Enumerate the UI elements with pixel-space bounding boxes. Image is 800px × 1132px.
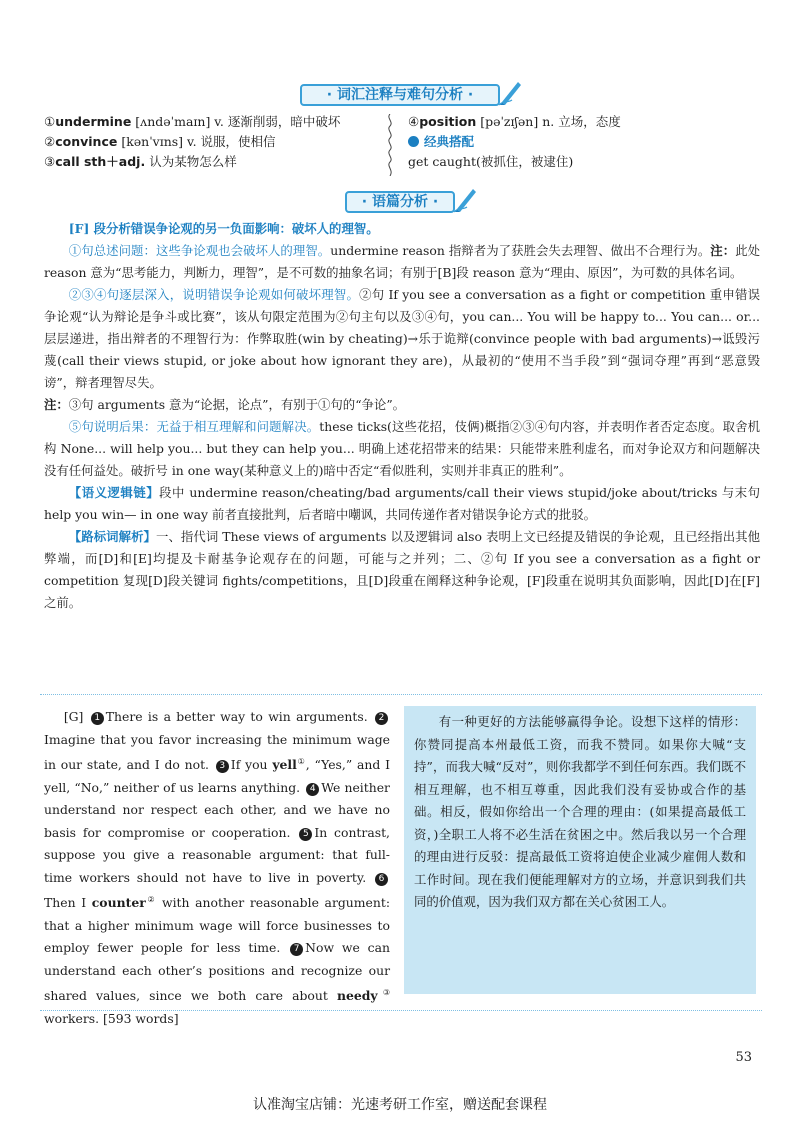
vocab-item: ②convince [kənˈvɪns] v. 说服，使相信 (44, 134, 276, 149)
sentence-number: 3 (216, 760, 229, 773)
dotted-divider (40, 1010, 762, 1011)
bullet-icon (408, 136, 419, 147)
vocab-left-column (44, 112, 384, 172)
logic-chain: 【语义逻辑链】段中 undermine reason/cheating/bad arguments/call their views stupid/joke about/tricks 与末句 help you win— in one way 前者直接批判，后者暗中嘲讽，共同传递作者对错误争论方式的批驳。 (44, 485, 761, 522)
vocab-item: ③call sth＋adj. 认为某物怎么样 (44, 154, 237, 169)
analysis-paragraph-1: ①句总述问题：这些争论观也会破坏人的理智。undermine reason 指辩者为了获胜会失去理智、做出不合理行为。注：此处 reason 意为“思考能力，判断力，理智”，是不可数的抽象名词；有别于[B]段 reason 意为“理由、原因”，为可数的具体名词。 (44, 243, 761, 280)
analysis-paragraph-3: ⑤句说明后果：无益于相互理解和问题解决。these ticks(这些花招，伎俩)概指②③④句内容，并表明作者否定态度。取舍机构 None... will help you... but they can help you... 明确上述花招带来的结果：只能带来胜利虚名，而对争论双方和问题解决没有任何益处。破折号 in one way(某种意义上的)暗中否定“看似胜利，实则并非真正的胜利”。 (44, 419, 761, 478)
paragraph-f-title: [F] 段分析错误争论观的另一负面影响：破坏人的理智。 (68, 221, 379, 236)
english-paragraph-g: [G] 1 There is a better way to win arguments. 2Imagine that you favor increasing the minimum wage in our state, and I do not. 3 If you yell①, “Yes,” and I yell, “No,” neither of us learns anything. 4 We neither understand nor respect each other, and we have no basis for compromise or cooperation. 5 In contrast, suppose you give a reasonable argument: that full-time workers should not have to live in poverty. 6Then I counter② with another reasonable argument: that a higher minimum wage will force businesses to employ fewer people for less time. 7 Now we can understand each other’s positions and recognize our shared values, since we both care about needy③ workers. [593 words] (44, 709, 390, 1026)
pen-icon (453, 185, 479, 213)
divider-chain (384, 114, 396, 176)
translation-text: 有一种更好的方法能够赢得争论。设想下这样的情形：你赞同提高本州最低工资，而我不赞同。如果你大喊“支持”，而我大喊“反对”，则你我都学不到任何东西。我们既不相互理解，也不相互尊重，因此我们没有妥协或合作的基础。相反，假如你给出一个合理的理由：(如果提高最低工资，)全职工人将不必生活在贫困之中。然后我以另一个合理的理由进行反驳：提高最低工资将迫使企业减少雇佣人数和工作时间。现在我们便能理解对方的立场，并意识到我们共同的价值观，因为我们双方都在关心贫困工人。 (414, 714, 746, 909)
sentence-number: 2 (375, 712, 388, 725)
vocab-item: ①undermine [ʌndəˈmaɪn] v. 逐渐削弱，暗中破坏 (44, 114, 341, 129)
signpost-analysis: 【路标词解析】一、指代词 These views of arguments 以及逻辑词 also 表明上文已经提及错误的争论观，且已经指出其他弊端，而[D]和[E]均提及卡耐基争论观存在的问题，可能与之并列；二、②句 If you see a conversation as a fight or competition 复现[D]段关键词 fights/competitions，且[D]段重在阐释这种争论观，[F]段重在说明其负面影响，因此[D]在[F]之前。 (44, 529, 761, 610)
dotted-divider (40, 694, 762, 695)
classic-collocation-text: get caught(被抓住，被逮住) (408, 154, 574, 169)
vocab-section-title: · 词汇注释与难句分析 · (326, 87, 474, 103)
sentence-number: 7 (290, 943, 303, 956)
vocab-section-header (300, 84, 500, 106)
classic-collocation: 经典搭配 (408, 132, 748, 152)
sentence-number: 4 (306, 783, 319, 796)
passage-analysis (44, 218, 760, 614)
sentence-number: 6 (375, 873, 388, 886)
passage-section-title: · 语篇分析 · (361, 194, 439, 210)
vocab-item: ④position [pəˈzɪʃən] n. 立场，态度 (408, 114, 621, 129)
sentence-number: 5 (299, 828, 312, 841)
footer-text: 认准淘宝店铺：光速考研工作室，赠送配套课程 (253, 1097, 547, 1113)
sentence-number: 1 (91, 712, 104, 725)
passage-section-header (345, 191, 455, 213)
pen-icon (498, 78, 524, 106)
page-number: 53 (735, 1050, 752, 1065)
translation-box (404, 706, 756, 994)
vocab-right-column (408, 112, 748, 172)
analysis-paragraph-2: ②③④句逐层深入，说明错误争论观如何破坏理智。②句 If you see a conversation as a fight or competition 重申错误争论观“认为辩论是争斗或比赛”，该从句限定范围为②句主句以及③④句，you can... You will be happy to... You can... or... 层层递进，指出辩者的不理智行为：作弊取胜(win by cheating)→乐于诡辩(convince people with bad arguments)→诋毁污蔑(call their views stupid, or joke about how ignorant they are)，从最初的“使用不当手段”到“强词夺理”再到“恶意毁谤”，辩者理智尽失。 注：③句 arguments 意为“论据，论点”，有别于①句的“争论”。 (44, 287, 761, 412)
